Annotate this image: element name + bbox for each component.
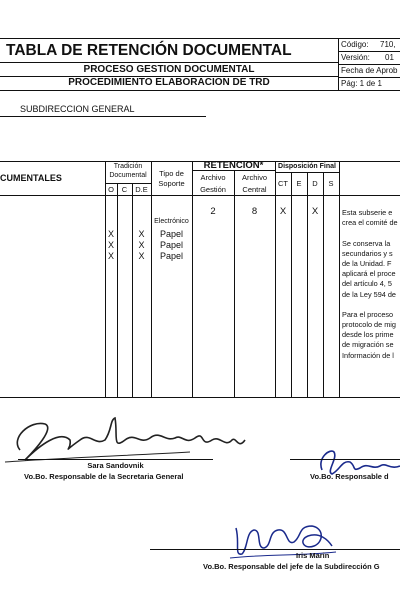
meta-row-divider-1 (338, 51, 400, 52)
header-bottom-border (0, 90, 400, 91)
retencion-central-value: 8 (251, 206, 258, 217)
procedure-line: de la Ley 594 de (342, 289, 396, 299)
documental-header: Documental (109, 172, 147, 179)
signer-1-name: Sara Sandovnik (87, 461, 144, 470)
procedure-line: del artículo 4, 5 (342, 279, 392, 289)
procedure-line: protocolo de mig (342, 320, 396, 330)
procedure-line: crea el comité de (342, 218, 398, 228)
codigo-label: Código: (341, 40, 369, 49)
col-divider-disposicion (339, 161, 340, 398)
trad-c-header: C (121, 185, 128, 194)
procedure-line: de migración se (342, 340, 394, 350)
signer-3-role: Vo.Bo. Responsable del jefe de la Subdirección G (203, 562, 380, 571)
signature-line-1 (18, 459, 213, 460)
tipo-soporte-header-1: Tipo de (159, 169, 184, 178)
col-divider-retencion (275, 161, 276, 398)
header-row-divider-1 (0, 62, 338, 63)
process-name: PROCESO GESTION DOCUMENTAL (83, 64, 255, 75)
trad-de-mark-3: X (138, 251, 145, 261)
tradicion-header: Tradición (113, 163, 143, 170)
col-divider-gestion (234, 170, 235, 398)
col-divider-soporte (192, 161, 193, 398)
col-divider-d (323, 172, 324, 398)
col-divider-tradicion (151, 161, 152, 398)
procedure-name: PROCEDIMIENTO ELABORACION DE TRD (68, 77, 270, 88)
trad-o-mark-3: X (107, 251, 114, 261)
trad-de-mark-2: X (138, 240, 145, 250)
signer-2-role: Vo.Bo. Responsable d (310, 472, 389, 481)
tradicion-sub-divider (105, 183, 151, 184)
signer-1-role: Vo.Bo. Responsable de la Secretaria General (24, 472, 184, 481)
version-label: Versión: (341, 53, 370, 62)
disposicion-final-header: Disposición Final (278, 163, 336, 170)
col-divider-c (132, 183, 133, 398)
procedure-line: de la Unidad. F (342, 258, 392, 268)
series-column-header: CUMENTALES (0, 173, 62, 183)
trad-de-mark-1: X (138, 229, 145, 239)
table-bottom-border (0, 397, 400, 398)
disp-s-header: S (328, 179, 334, 188)
disp-d-header: D (312, 179, 318, 188)
soporte-3: Papel (159, 240, 184, 250)
soporte-1: Electrónico (154, 218, 189, 225)
meta-row-divider-2 (338, 64, 400, 65)
col-divider-ct (291, 172, 292, 398)
archivo-gestion-header-1: Archivo (200, 173, 226, 182)
trad-o-header: O (108, 185, 114, 194)
signer-3-name: Iris Marin (296, 551, 330, 560)
procedure-line: aplicará el proce (342, 269, 396, 279)
signature-line-2 (290, 459, 400, 460)
procedure-line: Información de l (342, 350, 394, 360)
meta-row-divider-3 (338, 77, 400, 78)
codigo-value: 710, (380, 40, 396, 49)
procedure-line: secundarios y s (342, 248, 393, 258)
version-value: 01 (385, 53, 394, 62)
header-top-border (0, 38, 400, 39)
disp-d-mark: X (311, 206, 319, 217)
soporte-2: Papel (159, 229, 184, 239)
archivo-gestion-header-2: Gestión (200, 185, 226, 194)
col-divider-o (117, 183, 118, 398)
soporte-4: Papel (159, 251, 184, 261)
retencion-gestion-value: 2 (210, 206, 216, 217)
unit-underline (0, 116, 206, 117)
disp-ct-header: CT (278, 179, 288, 188)
trad-o-mark-2: X (107, 240, 114, 250)
disp-e-header: E (296, 179, 302, 188)
trad-de-header: D.E (135, 185, 148, 194)
procedure-text (342, 208, 400, 361)
signature-line-3 (150, 549, 400, 550)
trad-o-mark-1: X (107, 229, 114, 239)
procedure-line (342, 228, 400, 238)
procedure-line: Se conserva la (342, 238, 391, 248)
archivo-central-header-2: Central (242, 185, 267, 194)
retencion-header: RETENCION* (203, 160, 264, 171)
procedure-line: desde los prime (342, 330, 394, 340)
document-title: TABLA DE RETENCIÓN DOCUMENTAL (6, 42, 292, 59)
procedure-line: Para el proceso (342, 309, 394, 319)
unit-name: SUBDIRECCION GENERAL (20, 104, 135, 114)
tipo-soporte-header-2: Soporte (158, 179, 185, 188)
archivo-central-header-1: Archivo (241, 173, 267, 182)
table-header-bottom (0, 195, 400, 196)
disp-ct-mark: X (279, 206, 287, 217)
page-number: Pág: 1 de 1 (341, 79, 382, 88)
col-divider-series (105, 161, 106, 398)
procedure-line (342, 300, 400, 310)
procedure-line: Esta subserie e (342, 208, 393, 217)
fecha-label: Fecha de Aprob (341, 66, 398, 75)
